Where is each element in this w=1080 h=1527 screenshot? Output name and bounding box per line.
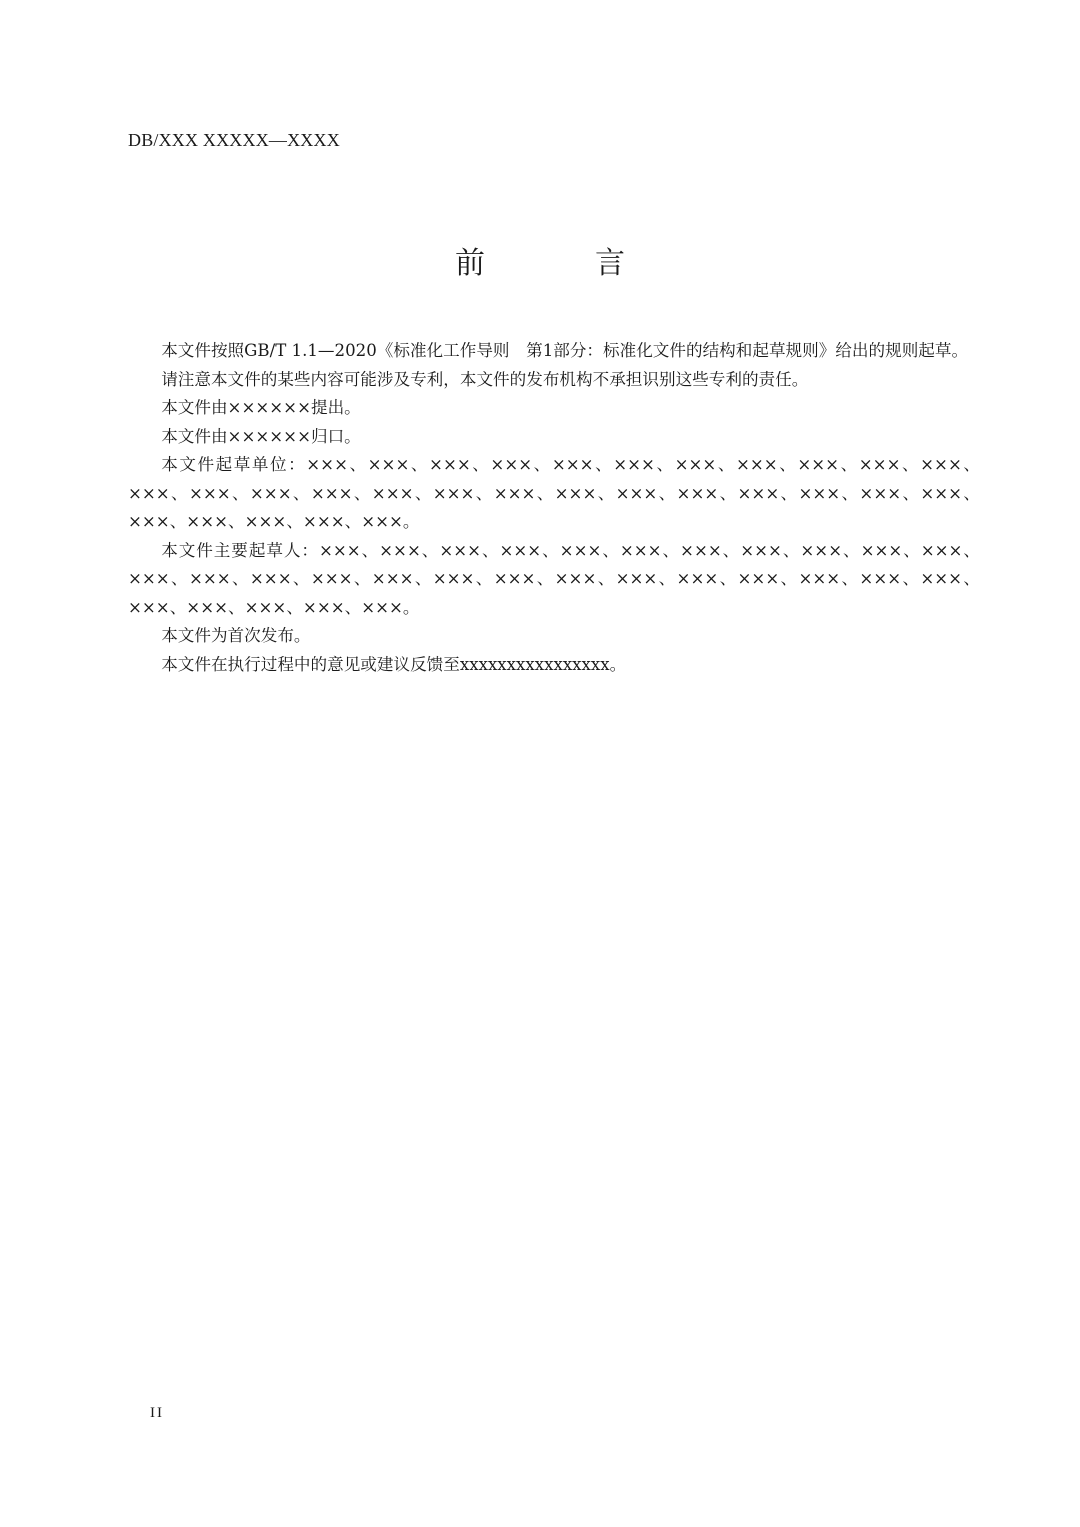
page-title: [0, 238, 1080, 282]
paragraph-first-release: 本文件为首次发布。: [161, 626, 311, 645]
paragraph-patent-notice: 请注意本文件的某些内容可能涉及专利，本文件的发布机构不承担识别这些专利的责任。: [161, 369, 809, 389]
paragraph-main-drafters: 本文件主要起草人：×××、×××、×××、×××、×××、×××、×××、×××、×××、×××、×××、×××、×××、×××、×××、×××、×××、×××、×××、×××、×××、×××、×××、×××、×××、×××、×××、×××、×××、×××。: [128, 540, 980, 617]
paragraph-drafting-units: 本文件起草单位：×××、×××、×××、×××、×××、×××、×××、×××、×××、×××、×××、×××、×××、×××、×××、×××、×××、×××、×××、×××、×××、×××、×××、×××、×××、×××、×××、×××、×××、×××。: [128, 455, 980, 531]
title-char-1: 前: [455, 246, 485, 281]
paragraph-proposer: 本文件由××××××提出。: [161, 398, 361, 417]
paragraph-drafting-rules: 本文件按照GB/T 1.1—2020《标准化工作导则 第1部分：标准化文件的结构和起草规则》给出的规则起草。: [161, 341, 969, 360]
foreword-body: [128, 337, 980, 679]
document-code: DB/XXX XXXXX—XXXX: [128, 130, 340, 150]
paragraph-centralized-by: 本文件由××××××归口。: [161, 426, 361, 446]
paragraph-feedback: 本文件在执行过程中的意见或建议反馈至xxxxxxxxxxxxxxxx。: [161, 654, 627, 674]
page-number: II: [150, 1405, 164, 1421]
title-char-2: 言: [595, 246, 625, 281]
